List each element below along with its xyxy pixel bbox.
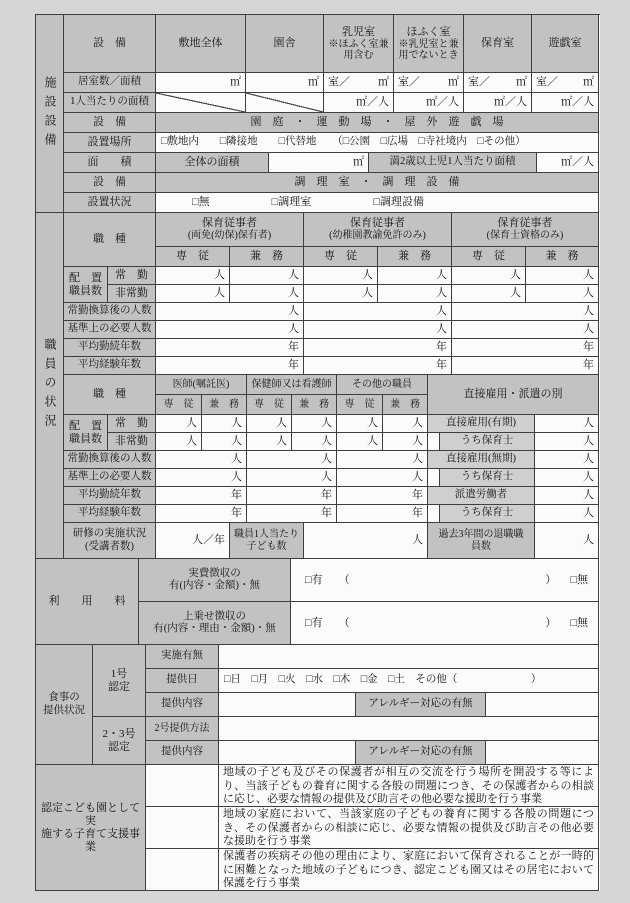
count-cell: 人 [247,451,337,469]
additional-cost-line2: 有(内容・理由・金額)・無 [153,623,276,634]
implemented-value [219,645,599,669]
group-title: 保育従事者 [350,217,405,229]
direct-open-label: 直接雇用(無期) [428,451,535,469]
m2-unit: ㎡ [516,76,527,88]
group-title: 保育従事者 [202,217,257,229]
count-cell: 人 [304,267,378,285]
col-site-total: 敷地全体 [156,15,246,73]
retired-label: 過去3年間の退職職員数 [428,523,535,559]
group-kindergarten-license [304,213,452,267]
na-diagonal-cell [246,93,324,113]
per-child-area-label: 満2歳以上児1人当たり面積 [369,153,537,173]
year-cell: 年 [156,487,247,505]
facility-form-table [35,14,600,891]
facility-body [64,15,599,213]
support-body [146,765,599,891]
col-nursery-room: 保育室 [464,15,532,73]
assigned-label-line2: 職員数 [69,284,102,297]
tenure-label: 平均勤続年数 [64,339,156,357]
group-doctor [156,375,247,415]
category-1-line1: 1号 [110,667,128,680]
additional-cost-options [291,602,599,645]
actual-cost-line2: 有(内容・金額)・無 [169,580,260,591]
group-nursery-title [452,213,599,247]
serving-days-options: □日 □月 □火 □水 □木 □金 □土 その他（ ） [219,669,599,693]
count-cell: 人 [383,433,428,451]
fees-section [36,559,600,645]
count-cell: 人 [526,285,599,303]
col-crawl-room [394,15,464,73]
garden-types: 園 庭 ・ 運 動 場 ・ 屋 外 遊 戯 場 [156,113,599,133]
staff-header-row-1 [64,213,599,267]
concurrent-duty-header: 兼 務 [230,247,304,267]
rooms-prefix: 室／ [536,76,558,88]
training-label [64,523,156,559]
checkbox-kitchen-equip: □調理設備 [373,196,424,208]
count-cell: 人 [337,451,428,469]
count-cell: 人 [535,451,599,469]
staff-section-label [36,213,64,559]
concurrent-duty-header: 兼 務 [383,395,428,415]
year-cell: 年 [452,339,599,357]
checkbox-yes: □有 [305,616,323,629]
value-cell-m2: ㎡ [246,73,324,93]
category-1-line2: 認定 [108,680,130,693]
group-kindergarten-title [304,213,452,247]
experience-label: 平均経験年数 [64,505,156,523]
count-cell: 人 [156,451,247,469]
col-infant-room [324,15,394,73]
direct-fixed-label: 直接雇用(有期) [428,415,535,433]
fulltime-duty-header: 専 従 [452,247,526,267]
actual-cost-line1: 実費徴収の [188,567,241,579]
meals-label-line2: 提供状況 [43,704,85,716]
required-label: 基準上の必要人数 [64,321,156,339]
total-area-value: ㎡ [269,153,369,173]
dispatch-label: 派遣労働者 [428,487,535,505]
children-per-staff-label: 職員1人当たり子ども数 [230,523,304,559]
staff-count-values [156,267,599,303]
employment-kind-header: 直接雇用・派遣の別 [428,375,599,415]
rooms-area-row [64,73,599,93]
count-cell: 人 [535,487,599,505]
count-cell: 人 [156,415,202,433]
paren-open: （ [338,573,350,586]
count-cell: 人 [247,415,292,433]
year-cell: 年 [156,339,304,357]
actual-cost-label [139,559,291,602]
count-cell: 人 [202,415,247,433]
value-cell-m2-person: ㎡／人 [464,93,532,113]
kitchen-row [64,173,599,193]
assigned-label-line1: 配 置 [69,271,102,284]
rooms-prefix: 室／ [398,76,420,88]
category-1-rows [146,645,599,717]
count-cell: 人 [230,267,304,285]
meals-section-label [36,645,93,765]
support-row-3 [146,849,599,891]
staff-header-row-2 [64,375,599,415]
training-row [64,523,599,559]
group-nurse-title: 保健師又は看護師 [247,375,337,395]
value-cell-rooms-m2 [532,73,599,93]
value-cell-m2-person: ㎡／人 [394,93,464,113]
job-type-label: 職 種 [64,375,156,415]
method-2-value [219,717,599,741]
allergy-value [486,741,599,765]
count-cell: 人 [292,433,337,451]
support-text: 保護者の疾病その他の理由により、家庭において保育されることが一時的に困難となった地域の子どもにつき、認定こども園又はその居宅において保護を行う事業 [219,849,599,891]
of-which-nursery-label: うち保育士 [440,469,535,487]
count-cell: 人 [452,285,526,303]
location-label: 設置場所 [64,133,156,153]
fees-body [139,559,599,645]
count-cell: 人 [452,303,599,321]
group-title: 保育従事者 [497,217,553,229]
staff-count-block-2 [64,415,599,451]
value-cell-rooms-m2 [394,73,464,93]
additional-cost-label [139,602,291,645]
value-cell-m2-person: ㎡／人 [324,93,394,113]
col-crawl-room-title: ほふく室 [406,25,451,38]
parttime-label: 非常勤 [108,285,156,303]
count-cell: 人 [378,285,452,303]
allergy-label: アレルギー対応の有無 [356,741,486,765]
count-cell: 人 [526,267,599,285]
location-options: □敷地内 □隣接地 □代替地 （□公園 □広場 □寺社境内 □その他） [156,133,599,153]
concurrent-duty-header: 兼 務 [378,247,452,267]
allergy-value [486,693,599,717]
support-section-label [36,765,146,891]
category-23-rows [146,717,599,765]
na-diagonal-cell [156,93,246,113]
category-23-line2: 認定 [108,740,130,753]
fte-row-2 [64,451,599,469]
year-cell: 年 [337,505,428,523]
required-row-2 [64,469,599,487]
garden-row [64,113,599,133]
training-value: 人／年 [156,523,230,559]
parttime-label: 非常勤 [108,433,156,451]
staff-section [36,213,600,559]
location-row [64,133,599,153]
method-2-label: 2号提供方法 [146,717,219,741]
group-other-staff [337,375,428,415]
paren-close: ） [545,616,557,629]
serving-content-label: 提供内容 [146,741,219,765]
serving-content-value [219,693,356,717]
concurrent-duty-header: 兼 務 [526,247,599,267]
paren-close: ） [545,573,557,586]
allergy-label: アレルギー対応の有無 [356,693,486,717]
support-check-cell [146,765,219,807]
employment-type-col [108,267,156,303]
required-label: 基準上の必要人数 [64,469,156,487]
count-cell: 人 [156,321,304,339]
m2-unit: ㎡ [378,76,389,88]
fulltime-label: 常 勤 [108,415,156,433]
equipment-header: 設 備 [64,15,156,73]
count-cell: 人 [304,303,452,321]
count-cell: 人 [156,303,304,321]
year-cell: 年 [452,357,599,375]
checkbox-no: □無 [570,616,588,629]
support-label-line1: 認定こども園として実 [41,801,140,827]
training-label-line1: 研修の実施状況 [72,528,147,539]
value-cell-m2-person: ㎡／人 [532,93,599,113]
category-1-block [93,645,599,717]
year-cell: 年 [156,505,247,523]
of-which-nursery-label: うち保育士 [440,433,535,451]
equipment-label: 設 備 [64,173,156,193]
category-23-block [93,717,599,765]
year-cell: 年 [247,505,337,523]
fulltime-duty-header: 専 従 [156,395,202,415]
count-cell: 人 [304,321,452,339]
fte-label: 常勤換算後の人数 [64,451,156,469]
count-cell: 人 [156,267,230,285]
category-23-line1: 2・3号 [102,727,136,740]
assigned-staff-label [64,267,108,303]
facility-section [36,15,600,213]
group-both-license-title [156,213,304,247]
job-type-label: 職 種 [64,213,156,267]
count-cell: 人 [292,415,337,433]
fees-section-label: 利 用 料 [36,559,139,645]
checkbox-kitchen-room: □調理室 [271,196,312,208]
count-cell: 人 [202,433,247,451]
staff-body [64,213,599,559]
group-nursery-license [452,213,599,267]
actual-cost-row [139,559,599,602]
group-other-title: その他の職員 [337,375,428,395]
indent-cell [428,505,440,523]
kitchen-types: 調 理 室 ・ 調 理 設 備 [156,173,599,193]
rooms-prefix: 室／ [328,76,350,88]
m2-unit: ㎡ [448,76,459,88]
year-cell: 年 [304,339,452,357]
direct-employment-col [428,415,599,451]
meals-section [36,645,600,765]
count-cell: 人 [156,285,230,303]
total-area-label: 全体の面積 [156,153,269,173]
count-cell: 人 [383,415,428,433]
count-cell: 人 [535,523,599,559]
support-check-cell [146,849,219,891]
category-23-label [93,717,146,765]
tenure-label: 平均勤続年数 [64,487,156,505]
per-person-area-row [64,93,599,113]
implemented-label: 実施有無 [146,645,219,669]
m2-unit: ㎡ [583,76,594,88]
area-label: 面 積 [64,153,156,173]
status-options [156,193,599,213]
count-cell: 人 [156,433,202,451]
checkbox-yes: □有 [305,573,323,586]
experience-row-2 [64,505,599,523]
count-cell: 人 [452,321,599,339]
serving-content-label: 提供内容 [146,693,219,717]
count-cell: 人 [304,285,378,303]
concurrent-duty-header: 兼 務 [292,395,337,415]
value-cell-rooms-m2 [324,73,394,93]
fulltime-duty-header: 専 従 [337,395,383,415]
year-cell: 年 [304,357,452,375]
paren-open: （ [338,616,350,629]
serving-days-label: 提供日 [146,669,219,693]
fte-label: 常勤換算後の人数 [64,303,156,321]
serving-content-value [219,741,356,765]
count-cell: 人 [535,505,599,523]
value-cell-m2: ㎡ [156,73,246,93]
per-child-area-value: ㎡／人 [537,153,599,173]
support-section [36,765,600,891]
concurrent-duty-header: 兼 務 [202,395,247,415]
count-cell: 人 [247,433,292,451]
count-cell: 人 [535,415,599,433]
per-person-area-label: 1人当たりの面積 [64,93,156,113]
col-play-room: 遊戯室 [532,15,599,73]
support-row-1 [146,765,599,807]
staff-count-values-2 [156,415,428,451]
group-both-license [156,213,304,267]
assigned-label-line1: 配 置 [69,419,102,432]
col-infant-room-title: 乳児室 [342,25,375,38]
count-cell: 人 [535,433,599,451]
equipment-label: 設 備 [64,113,156,133]
fte-row-1 [64,303,599,321]
checkbox-none: □無 [192,196,210,208]
tenure-row-2 [64,487,599,505]
year-cell: 年 [156,357,304,375]
count-cell: 人 [378,267,452,285]
count-cell: 人 [304,523,428,559]
facility-header-row [64,15,599,73]
support-check-cell [146,807,219,849]
fulltime-duty-header: 専 従 [247,395,292,415]
col-infant-room-note: ※ほふく室兼用含む [328,38,389,61]
area-row [64,153,599,173]
training-label-line2: (受講者数) [85,540,134,552]
group-sub: (保育士資格のみ) [486,230,564,241]
support-label-line2: 施する子育て支援事業 [41,827,140,853]
count-cell: 人 [156,469,247,487]
count-cell: 人 [337,469,428,487]
count-cell: 人 [535,469,599,487]
indent-cell [428,469,440,487]
count-cell: 人 [452,267,526,285]
year-cell: 年 [337,487,428,505]
category-1-label [93,645,146,717]
group-doctor-title: 医師(嘱託医) [156,375,247,395]
tenure-row-1 [64,339,599,357]
assigned-label-line2: 職員数 [69,432,102,445]
facility-section-label [36,15,64,213]
rooms-area-label: 居室数／面積 [64,73,156,93]
fulltime-duty-header: 専 従 [304,247,378,267]
of-which-nursery-label: うち保育士 [440,505,535,523]
count-cell: 人 [230,285,304,303]
assigned-staff-label [64,415,108,451]
fulltime-label: 常 勤 [108,267,156,285]
support-row-2 [146,807,599,849]
col-crawl-room-note: ※乳児室と兼用でないとき [398,38,459,61]
meals-label-line1: 食事の [48,692,80,703]
rooms-prefix: 室／ [468,76,490,88]
group-sub: (幼稚園教諭免許のみ) [329,230,426,241]
staff-section-label-text: 職員の状況 [43,338,57,433]
indent-cell [428,433,440,451]
group-nurse [247,375,337,415]
group-sub: (両免(幼保)保有者) [187,230,272,241]
actual-cost-options [291,559,599,602]
additional-cost-row [139,602,599,645]
meals-body [93,645,599,765]
count-cell: 人 [247,469,337,487]
fulltime-duty-header: 専 従 [156,247,230,267]
support-text: 地域の子ども及びその保護者が相互の交流を行う場所を開設する等により、当該子どもの養育に関する各般の問題につき、その保護者からの相談に応じ、必要な情報の提供及び助言その他必要な援助を行う事業 [219,765,599,807]
status-label: 設置状況 [64,193,156,213]
col-building: 園舎 [246,15,324,73]
experience-row-1 [64,357,599,375]
support-text: 地域の家庭において、当該家庭の子どもの養育に関する各般の問題につき、その保護者からの相談に応じ、必要な情報の提供及び助言その他必要な援助を行う事業 [219,807,599,849]
count-cell: 人 [337,433,383,451]
count-cell: 人 [337,415,383,433]
required-row-1 [64,321,599,339]
staff-count-block-1 [64,267,599,303]
status-row [64,193,599,213]
additional-cost-line1: 上乗せ徴収の [183,610,246,622]
checkbox-no: □無 [570,573,588,586]
employment-type-col [108,415,156,451]
value-cell-rooms-m2 [464,73,532,93]
facility-section-label-text: 施設設備 [43,75,57,152]
year-cell: 年 [247,487,337,505]
experience-label: 平均経験年数 [64,357,156,375]
